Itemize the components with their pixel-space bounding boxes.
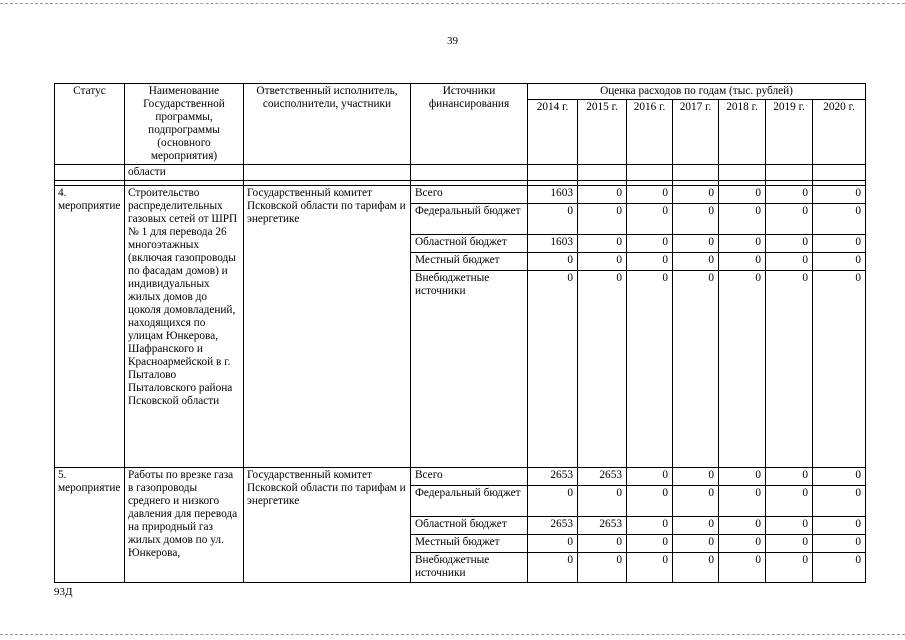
value-cell: 0	[627, 186, 673, 204]
page-number: 39	[447, 35, 458, 47]
value-cell: 0	[673, 486, 719, 517]
header-executor: Ответственный исполнитель, соисполнители, участники	[244, 84, 411, 165]
value-cell: 1603	[528, 186, 578, 204]
value-cell: 0	[766, 235, 813, 253]
value-cell: 0	[627, 486, 673, 517]
value-cell: 0	[627, 204, 673, 235]
header-expense-estimate: Оценка расходов по годам (тыс. рублей)	[528, 84, 866, 100]
funding-source: Областной бюджет	[411, 235, 528, 253]
value-cell: 0	[673, 468, 719, 486]
value-cell: 0	[813, 553, 866, 583]
value-cell: 0	[766, 517, 813, 535]
value-cell: 0	[719, 271, 766, 468]
value-cell: 0	[719, 535, 766, 553]
value-cell: 0	[673, 186, 719, 204]
value-cell: 0	[766, 271, 813, 468]
value-cell: 0	[813, 204, 866, 235]
measure-executor: Государственный комитет Псковской области по тарифам и энергетике	[244, 186, 411, 468]
value-cell: 2653	[528, 468, 578, 486]
value-cell: 0	[627, 271, 673, 468]
value-cell: 0	[813, 517, 866, 535]
value-cell: 0	[719, 553, 766, 583]
measure-name: Работы по врезке газа в газопроводы среднего и низкого давления для перевода на природный газ жилых домов по ул. Юнкерова,	[125, 468, 244, 583]
value-cell: 0	[578, 204, 627, 235]
header-program-name: Наименование Государственной программы, подпрограммы (основного мероприятия)	[125, 84, 244, 165]
value-cell: 0	[627, 517, 673, 535]
value-cell: 0	[719, 186, 766, 204]
value-cell: 0	[766, 486, 813, 517]
funding-source: Местный бюджет	[411, 253, 528, 271]
document-code: 93Д	[54, 586, 73, 598]
value-cell: 0	[528, 253, 578, 271]
value-cell: 0	[627, 468, 673, 486]
value-cell: 0	[528, 204, 578, 235]
header-year: 2014 г.	[528, 100, 578, 165]
value-cell: 0	[627, 235, 673, 253]
value-cell: 0	[673, 553, 719, 583]
value-cell: 0	[578, 186, 627, 204]
header-year: 2016 г.	[627, 100, 673, 165]
value-cell: 0	[766, 468, 813, 486]
header-year: 2017 г.	[673, 100, 719, 165]
header-year: 2019 г.	[766, 100, 813, 165]
value-cell: 0	[766, 186, 813, 204]
value-cell: 2653	[578, 517, 627, 535]
value-cell: 0	[766, 204, 813, 235]
value-cell: 0	[673, 204, 719, 235]
header-year: 2015 г.	[578, 100, 627, 165]
value-cell: 0	[766, 253, 813, 271]
continuation-name: области	[125, 165, 244, 181]
value-cell: 0	[813, 253, 866, 271]
value-cell: 0	[578, 253, 627, 271]
value-cell: 0	[627, 253, 673, 271]
value-cell: 0	[578, 486, 627, 517]
scan-border-bottom	[0, 634, 905, 635]
value-cell: 0	[813, 186, 866, 204]
funding-source: Областной бюджет	[411, 517, 528, 535]
value-cell: 0	[673, 235, 719, 253]
measure-status: 4. мероприятие	[55, 186, 125, 468]
value-cell: 0	[528, 553, 578, 583]
value-cell: 0	[719, 468, 766, 486]
value-cell: 2653	[578, 468, 627, 486]
measure-executor: Государственный комитет Псковской области по тарифам и энергетике	[244, 468, 411, 583]
header-year: 2018 г.	[719, 100, 766, 165]
value-cell: 0	[719, 253, 766, 271]
value-cell: 0	[766, 553, 813, 583]
measure-name: Строительство распределительных газовых сетей от ШРП № 1 для перевода 26 многоэтажных (включая газопроводы по фасадам домов) и индивидуальных жилых домов до цоколя домовладений, находящихся по улицам Юнкерова, Шафранского и Красноармейской в г. Пыталово Пыталовского района Псковской области	[125, 186, 244, 468]
header-funding-sources: Источники финансирования	[411, 84, 528, 165]
continuation-source	[411, 165, 528, 181]
continuation-status	[55, 165, 125, 181]
value-cell: 0	[813, 535, 866, 553]
funding-source: Внебюджетные источники	[411, 271, 528, 468]
value-cell: 1603	[528, 235, 578, 253]
value-cell: 0	[578, 271, 627, 468]
funding-source: Местный бюджет	[411, 535, 528, 553]
funding-source: Внебюджетные источники	[411, 553, 528, 583]
value-cell: 0	[578, 235, 627, 253]
value-cell: 0	[719, 235, 766, 253]
value-cell: 0	[719, 204, 766, 235]
value-cell: 0	[578, 553, 627, 583]
value-cell: 0	[673, 271, 719, 468]
value-cell: 0	[813, 235, 866, 253]
funding-source: Всего	[411, 468, 528, 486]
value-cell: 0	[528, 271, 578, 468]
value-cell: 0	[813, 486, 866, 517]
value-cell: 0	[528, 486, 578, 517]
value-cell: 0	[719, 486, 766, 517]
value-cell: 0	[578, 535, 627, 553]
funding-source: Федеральный бюджет	[411, 486, 528, 517]
header-year: 2020 г.	[813, 100, 866, 165]
value-cell: 0	[627, 553, 673, 583]
value-cell: 0	[813, 271, 866, 468]
value-cell: 0	[528, 535, 578, 553]
value-cell: 0	[719, 517, 766, 535]
value-cell: 0	[813, 468, 866, 486]
value-cell: 0	[766, 535, 813, 553]
value-cell: 2653	[528, 517, 578, 535]
scan-border-top	[0, 3, 905, 4]
value-cell: 0	[673, 517, 719, 535]
expense-table	[54, 83, 866, 583]
value-cell: 0	[673, 253, 719, 271]
header-status: Статус	[55, 84, 125, 165]
continuation-executor	[244, 165, 411, 181]
value-cell: 0	[627, 535, 673, 553]
measure-status: 5. мероприятие	[55, 468, 125, 583]
value-cell: 0	[673, 535, 719, 553]
funding-source: Федеральный бюджет	[411, 204, 528, 235]
funding-source: Всего	[411, 186, 528, 204]
